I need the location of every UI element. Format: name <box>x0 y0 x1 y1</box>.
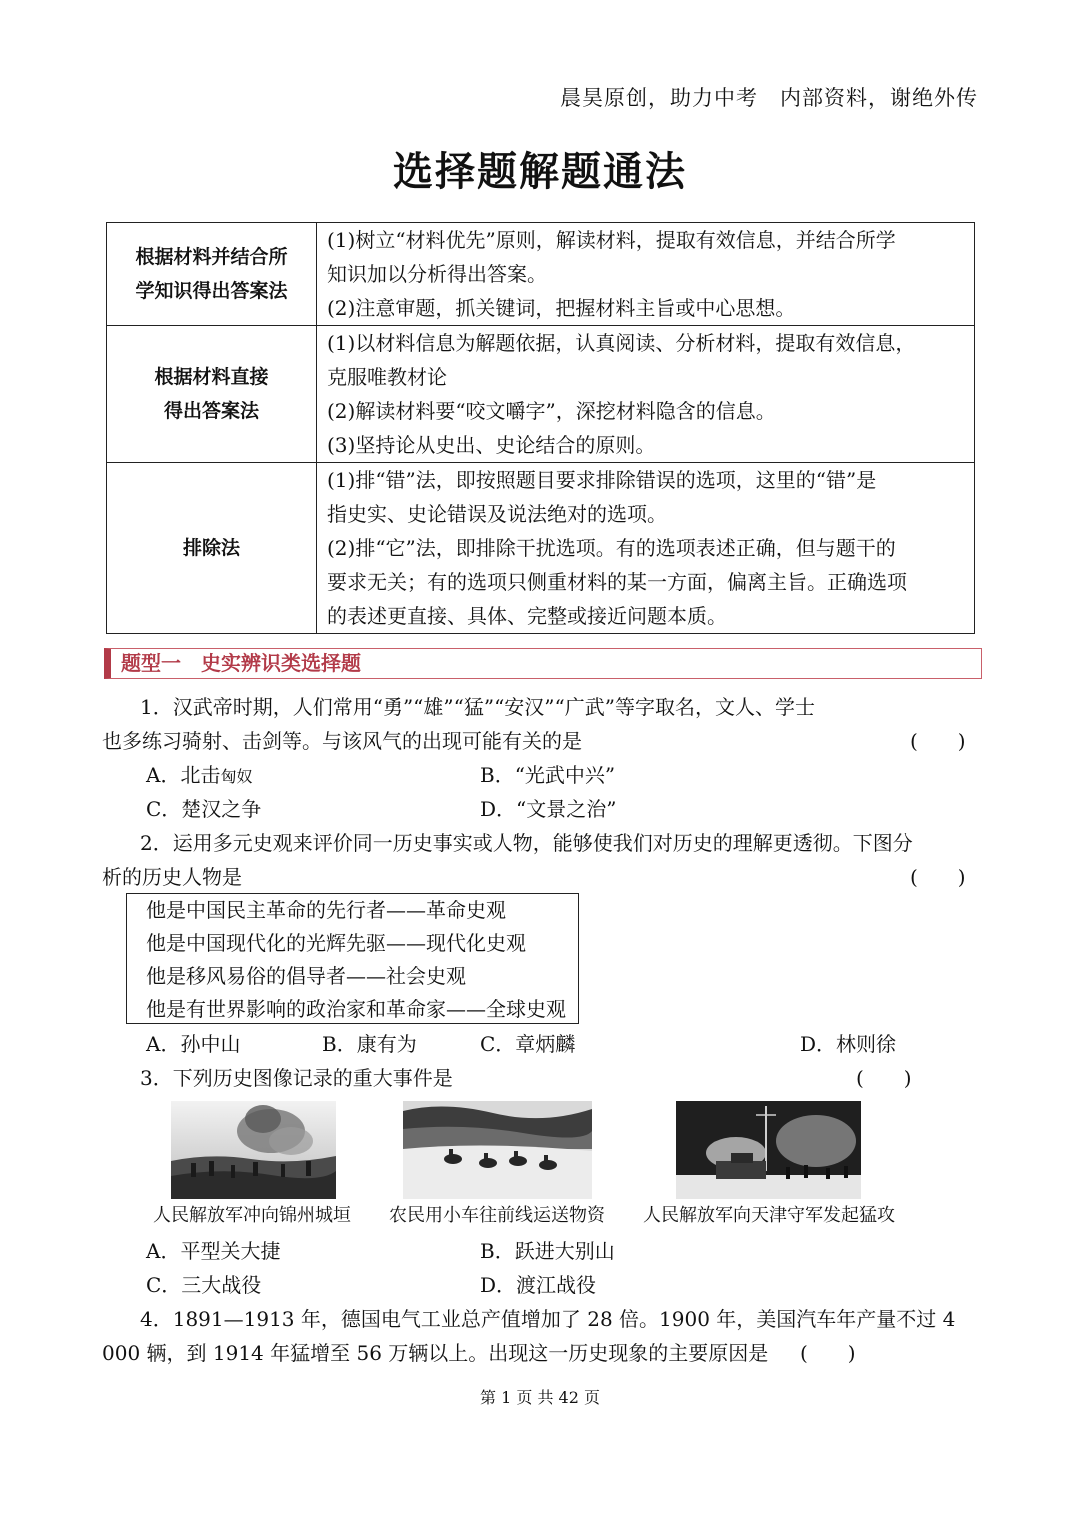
photo-tianjin-attack-image <box>676 1101 861 1199</box>
q2-option-d: D．林则徐 <box>800 1032 897 1056</box>
q3-option-a: A．平型关大捷 <box>146 1239 281 1263</box>
q2-quote-line: 他是移风易俗的倡导者——社会史观 <box>146 964 466 988</box>
q1-stem-line-2: 也多练习骑射、击剑等。与该风气的出现可能有关的是 <box>102 729 582 753</box>
q1-option-a-small-text: 匈奴 <box>220 767 253 786</box>
q3-photo-caption: 农民用小车往前线运送物资 <box>389 1205 605 1226</box>
method-3-desc-line: (1)排“错”法，即按照题目要求排除错误的选项，这里的“错”是 <box>327 468 877 492</box>
method-row-2 <box>107 326 975 463</box>
q3-photo-caption: 人民解放军冲向锦州城垣 <box>153 1205 351 1226</box>
q4-stem-line-1: 4．1891—1913 年，德国电气工业总产值增加了 28 倍。1900 年，美国汽车年产量不过 4 <box>140 1307 956 1331</box>
method-1-name-line-2: 学知识得出答案法 <box>135 280 288 302</box>
method-1-desc-line: (1)树立“材料优先”原则，解读材料，提取有效信息，并结合所学 <box>327 228 896 252</box>
q4-stem-line-2: 000 辆，到 1914 年猛增至 56 万辆以上。出现这一历史现象的主要原因是 <box>102 1341 769 1365</box>
methods-table <box>106 222 975 634</box>
q2-option-b: B．康有为 <box>322 1032 417 1056</box>
section-name: 史实辨识类选择题 <box>201 651 361 675</box>
method-3-name <box>107 463 317 634</box>
header-left-text: 晨昊原创，助力中考 <box>560 86 758 110</box>
q3-stem-line-1: 3．下列历史图像记录的重大事件是 <box>140 1066 453 1090</box>
method-2-name-line-2: 得出答案法 <box>163 400 259 422</box>
page-footer: 第 1 页 共 42 页 <box>480 1388 600 1407</box>
q3-option-d: D．渡江战役 <box>480 1273 597 1297</box>
method-3-desc-line: 的表述更直接、具体、完整或接近问题本质。 <box>327 604 727 628</box>
method-1-desc-line: (2)注意审题，抓关键词，把握材料主旨或中心思想。 <box>327 296 796 320</box>
q2-answer-paren: ( ) <box>910 865 966 889</box>
q1-option-d: D．“文景之治” <box>480 797 617 821</box>
method-1-desc-line: 知识加以分析得出答案。 <box>327 262 547 286</box>
section-heading <box>104 648 982 679</box>
q3-answer-paren: ( ) <box>856 1066 912 1090</box>
q1-option-a <box>146 761 252 791</box>
q2-stem-line-1: 2．运用多元史观来评价同一历史事实或人物，能够使我们对历史的理解更透彻。下图分 <box>140 831 913 855</box>
photo-tianjin-attack <box>676 1101 861 1199</box>
method-2-desc <box>317 326 975 463</box>
method-2-desc-line: (3)坚持论从史出、史论结合的原则。 <box>327 433 656 457</box>
method-row-3 <box>107 463 975 634</box>
q2-quote-line: 他是中国民主革命的先行者——革命史观 <box>146 898 506 922</box>
method-2-name-line-1: 根据材料直接 <box>154 366 269 388</box>
method-1-name <box>107 223 317 326</box>
q1-option-b: B．“光武中兴” <box>480 763 616 787</box>
q1-stem-line-1: 1．汉武帝时期，人们常用“勇”“雄”“猛”“安汉”“广武”等字取名，文人、学士 <box>140 695 815 719</box>
q3-option-c: C．三大战役 <box>146 1273 262 1297</box>
q3-photo-caption: 人民解放军向天津守军发起猛攻 <box>643 1205 895 1226</box>
q1-option-c: C．楚汉之争 <box>146 797 262 821</box>
photo-supply-carts <box>403 1101 592 1199</box>
photo-jinzhou-assault-image <box>171 1101 336 1199</box>
method-3-name-line-1: 排除法 <box>182 537 240 559</box>
method-1-name-line-1: 根据材料并结合所 <box>135 246 288 268</box>
page-title: 选择题解题通法 <box>393 149 687 195</box>
method-3-desc-line: 指史实、史论错误及说法绝对的选项。 <box>327 502 667 526</box>
q2-stem-line-2: 析的历史人物是 <box>102 865 242 889</box>
method-2-desc-line: (2)解读材料要“咬文嚼字”，深挖材料隐含的信息。 <box>327 399 776 423</box>
header-right-text: 内部资料，谢绝外传 <box>780 86 978 110</box>
method-3-desc <box>317 463 975 634</box>
method-2-desc-line: (1)以材料信息为解题依据，认真阅读、分析材料，提取有效信息， <box>327 331 916 355</box>
q3-option-b: B．跃进大别山 <box>480 1239 615 1263</box>
q1-option-a-text: A．北击 <box>146 763 221 787</box>
method-row-1 <box>107 223 975 326</box>
section-label: 题型一 <box>121 651 181 675</box>
q2-option-c: C．章炳麟 <box>480 1032 576 1056</box>
method-3-desc-line: (2)排“它”法，即排除干扰选项。有的选项表述正确，但与题干的 <box>327 536 896 560</box>
q4-answer-paren: ( ) <box>800 1341 856 1365</box>
q2-quote-line: 他是中国现代化的光辉先驱——现代化史观 <box>146 931 526 955</box>
method-2-desc-line: 克服唯教材论 <box>327 365 447 389</box>
photo-supply-carts-image <box>403 1101 592 1199</box>
q2-option-a: A．孙中山 <box>146 1032 241 1056</box>
method-1-desc <box>317 223 975 326</box>
method-2-name <box>107 326 317 463</box>
photo-jinzhou-assault <box>171 1101 336 1199</box>
q1-answer-paren: ( ) <box>910 729 966 753</box>
q2-quote-line: 他是有世界影响的政治家和革命家——全球史观 <box>146 997 566 1021</box>
page-header <box>560 82 978 112</box>
method-3-desc-line: 要求无关；有的选项只侧重材料的某一方面，偏离主旨。正确选项 <box>327 570 907 594</box>
